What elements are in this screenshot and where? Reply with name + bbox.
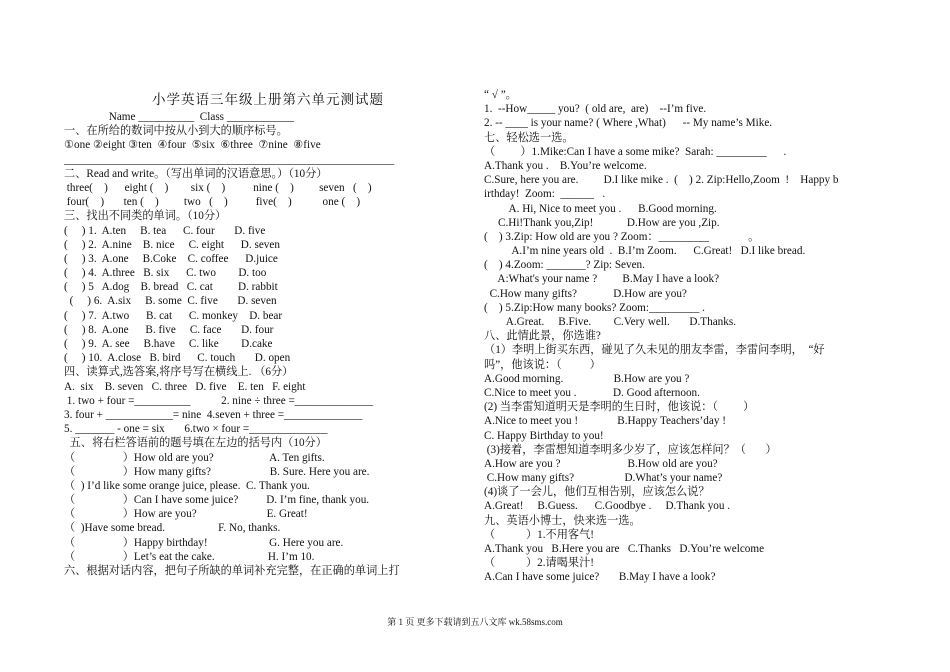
right-line: （ ）2.请喝果汁!	[484, 557, 595, 570]
right-line: A.Nice to meet you ! B.Happy Teachers’day !	[484, 415, 726, 428]
right-line: （ ）1.不用客气!	[484, 528, 595, 541]
left-line: （ ）Can I have some juice? D. I’m fine, thank you.	[64, 494, 370, 507]
left-line: 五、将右栏答语前的题号填在左边的括号内（10分）	[64, 437, 327, 450]
right-line: A.Thank you . B.You’re welcome.	[484, 159, 647, 172]
left-line: 5. _______ - one = six 6.two × four =______________	[64, 423, 328, 436]
left-line: （ ）How many gifts? B. Sure. Here you are.	[64, 465, 370, 478]
right-line: A.Great! B.Guess. C.Goodbye . D.Thank you .	[484, 500, 731, 513]
right-line: “ √ ”。	[484, 89, 517, 101]
left-line: ( ) 10. A.close B. bird C. touch D. open	[64, 352, 291, 365]
right-line: A.Can I have some juice? B.May I have a look?	[484, 571, 716, 584]
left-line: 二、Read and write。（写出单词的汉语意思。）（10分）	[64, 167, 328, 180]
right-line: A.I’m nine years old . B.I’m Zoom. C.Great! D.I like bread.	[484, 245, 806, 258]
left-line: （ )Have some bread. F. No, thanks.	[64, 522, 281, 535]
right-line: 吗”，他该说：（ ）	[484, 358, 601, 371]
right-line: A.Great. B.Five. C.Very well. D.Thanks.	[484, 316, 737, 328]
right-line: 八、此情此景，你选谁?	[484, 330, 601, 343]
left-line: A. six B. seven C. three D. five E. ten F. eight	[64, 380, 306, 393]
right-line: A.How are you ? B.How old are you?	[484, 457, 718, 470]
right-line: C.Sure, here you are. D.I like mike . ( ) 2. Zip:Hello,Zoom ! Happy b	[484, 174, 839, 187]
right-line: （1）李明上街买东西，碰见了久未见的朋友李雷，李雷问李明， “好	[484, 344, 825, 357]
left-line: ( ) 3. A.one B.Coke C. coffee D.juice	[64, 252, 278, 265]
right-line: 七、轻松选一选。	[484, 131, 574, 144]
right-line: C.How many gifts? D.How are you?	[484, 287, 687, 300]
left-line: 3. four + ____________= nine 4.seven + three =______________	[64, 408, 363, 421]
right-line: A:What's your name ? B.May I have a look?	[484, 273, 720, 286]
right-line: C.Nice to meet you . D. Good afternoon.	[484, 386, 700, 399]
left-line: （ ）Happy birthday! G. Here you are.	[64, 536, 344, 549]
left-line: （ ）How are you? E. Great!	[64, 508, 308, 521]
left-line: （ ) I’d like some orange juice, please. C. Thank you.	[64, 479, 310, 492]
right-line: irthday! Zoom: ______ .	[484, 188, 606, 201]
right-line: (4)谈了一会儿，他们互相告别，应该怎么说？	[484, 486, 710, 499]
left-line: ( ) 1. A.ten B. tea C. four D. five	[64, 224, 266, 237]
left-line: ( ) 4. A.three B. six C. two D. too	[64, 267, 267, 280]
left-line: （ ）How old are you? A. Ten gifts.	[64, 451, 325, 464]
left-line: three( ) eight ( ) six ( ) nine ( ) seven ( )	[64, 181, 372, 194]
right-line: ( ) 3.Zip: How old are you ? Zoom：_________ 。	[484, 230, 760, 243]
left-line: （ ）Let’s eat the cake. H. I’m 10.	[64, 550, 315, 563]
page-title: 小学英语三年级上册第六单元测试题	[152, 92, 384, 107]
right-line: C.Hi!Thank you,Zip! D.How are you ,Zip.	[484, 216, 720, 229]
left-line: 三、找出不同类的单词。（10分）	[64, 210, 227, 223]
left-line: 四、读算式,选答案,将序号写在横线上. （6分）	[64, 366, 294, 379]
left-line: 六、根据对话内容，把句子所缺的单词补充完整，在正确的单词上打	[64, 565, 400, 577]
left-line: 一、在所给的数词中按从小到大的顺序标号。	[64, 125, 288, 138]
right-line: 九、英语小博士，快来选一选。	[484, 514, 641, 527]
left-line: ( ) 9. A. see B.have C. like D.cake	[64, 338, 273, 350]
right-line: ( ) 4.Zoom: _______? Zip: Seven.	[484, 259, 645, 272]
left-line: ( ) 6. A.six B. some C. five D. seven	[64, 295, 277, 308]
right-line: ( ) 5.Zip:How many books? Zoom:_________ .	[484, 301, 705, 314]
right-column	[484, 88, 890, 585]
left-line: four( ) ten ( ) two ( ) five( ) one ( )	[64, 196, 361, 209]
left-line: ( ) 7. A.two B. cat C. monkey D. bear	[64, 309, 283, 322]
right-line: A.Thank you B.Here you are C.Thanks D.You’re welcome	[484, 543, 765, 555]
left-line: ___________________________________________________________	[64, 153, 395, 166]
page-footer: 第 1 页 更多下载请到五八文库 wk.58sms.com	[387, 617, 563, 627]
right-line: (2) 当李雷知道明天是李明的生日时，他该说：（ ）	[484, 401, 755, 414]
left-line: ( ) 5 A.dog B. bread C. cat D. rabbit	[64, 281, 278, 294]
left-line: ( ) 8. A.one B. five C. face D. four	[64, 323, 274, 336]
right-line: A.Good morning. B.How are you ?	[484, 372, 690, 385]
right-line: 2. -- ____ is your name? ( Where ,What) -- My name’s Mike.	[484, 117, 773, 130]
right-line: A. Hi, Nice to meet you . B.Good morning.	[484, 202, 717, 215]
left-line: Name __________ Class ____________	[64, 111, 294, 123]
right-line: （ ）1.Mike:Can I have a some mike? Sarah: _________ .	[484, 145, 787, 158]
left-line: ①one ②eight ③ten ④four ⑤six ⑥three ⑦nine ⑧five	[64, 139, 321, 152]
left-line: 1. two + four =__________ 2. nine ÷ three =______________	[64, 394, 374, 407]
right-line: 1. --How_____ you? ( old are, are) --I’m five.	[484, 103, 707, 116]
right-line: C.How many gifts? D.What’s your name?	[484, 472, 723, 485]
right-line: C. Happy Birthday to you!	[484, 429, 604, 442]
left-column	[64, 88, 472, 578]
left-line: ( ) 2. A.nine B. nice C. eight D. seven	[64, 238, 280, 251]
right-line: (3)接着，李雷想知道李明多少岁了，应该怎样问？（ ）	[484, 443, 777, 456]
